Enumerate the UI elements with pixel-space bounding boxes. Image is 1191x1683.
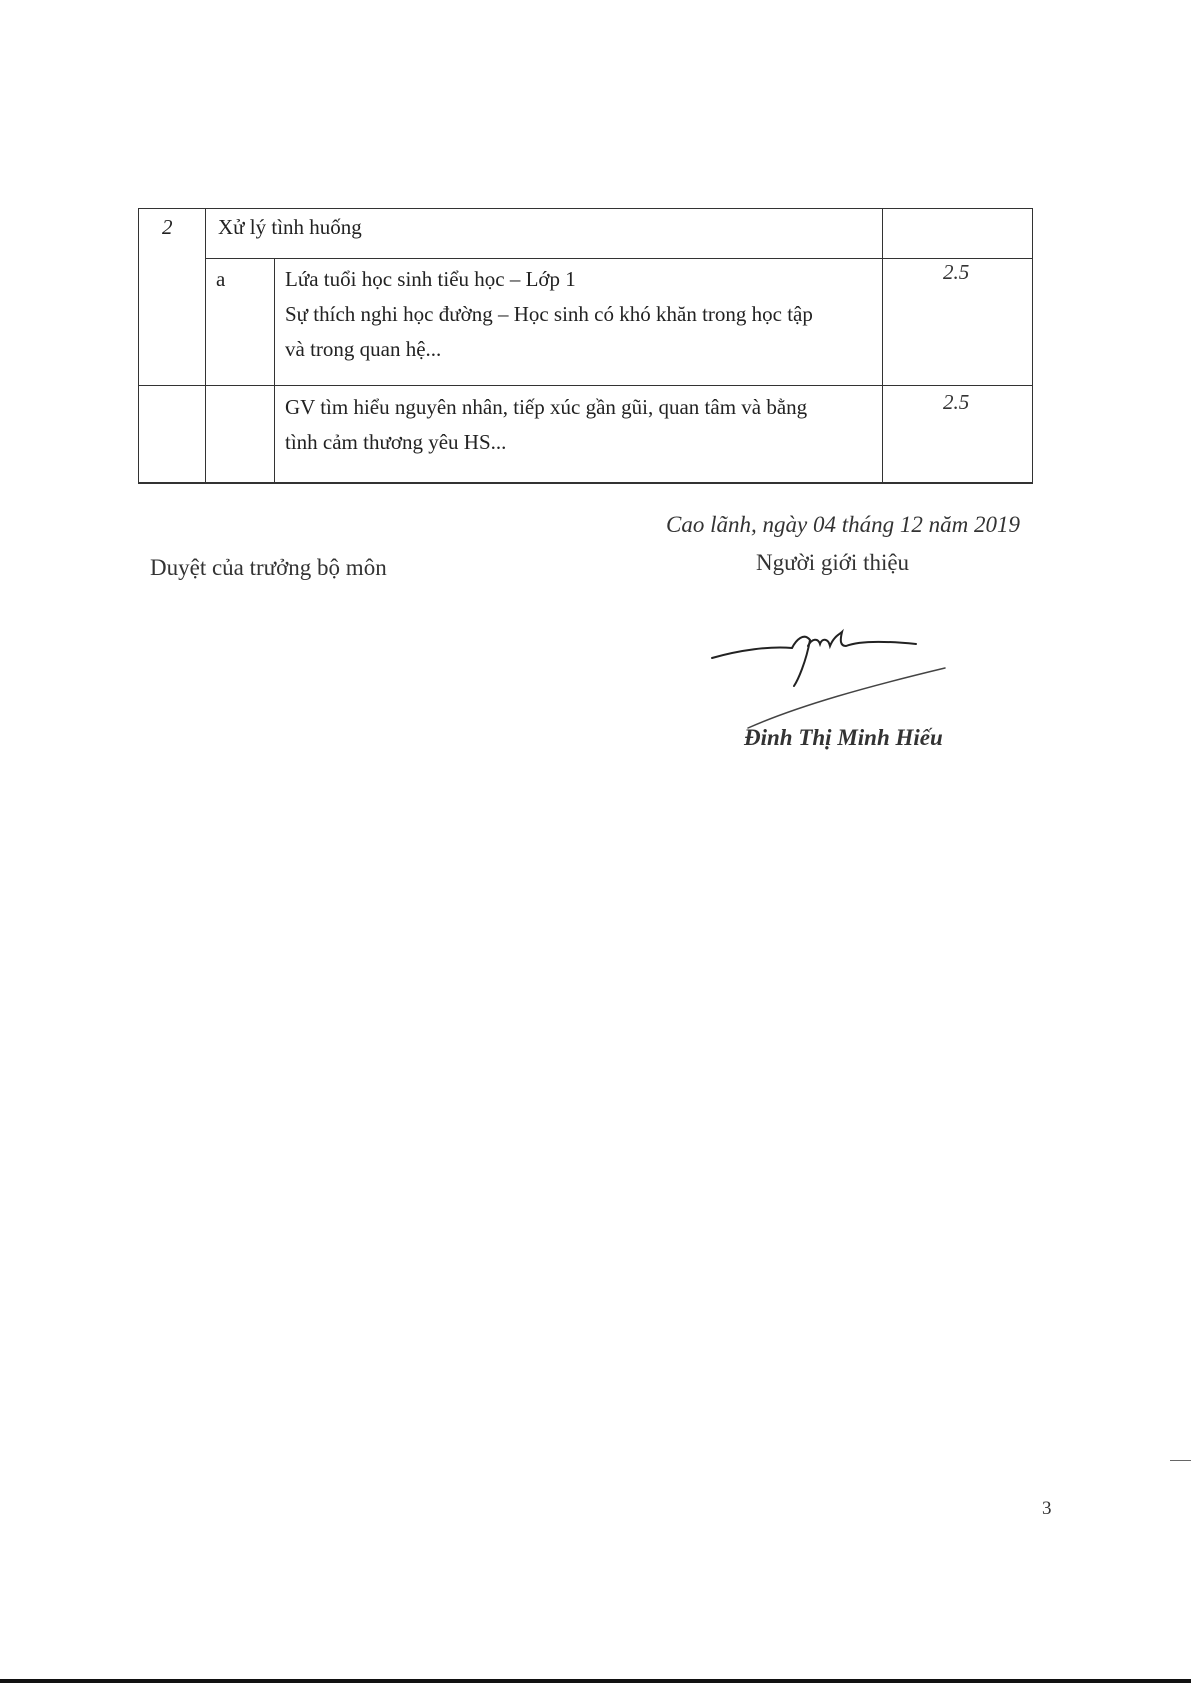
section-title: Xử lý tình huống	[218, 215, 362, 239]
content-line: tình cảm thương yêu HS...	[285, 430, 507, 454]
introducer-label: Người giới thiệu	[756, 550, 910, 575]
content-line: Lứa tuổi học sinh tiểu học – Lớp 1	[285, 267, 576, 291]
content-line: và trong quan hệ...	[285, 337, 442, 361]
place-date: Cao lãnh, ngày 04 tháng 12 năm 2019	[666, 512, 1020, 537]
approval-label: Duyệt của trưởng bộ môn	[150, 555, 387, 580]
page-number: 3	[1042, 1498, 1052, 1519]
scan-mark	[1170, 1460, 1191, 1461]
score-value: 2.5	[943, 260, 970, 284]
row-index: 2	[162, 215, 173, 239]
bottom-edge	[0, 1679, 1191, 1683]
sub-index: a	[216, 267, 226, 291]
content-line: Sự thích nghi học đường – Học sinh có khó khăn trong học tập	[285, 302, 813, 326]
signer-name: Đinh Thị Minh Hiếu	[744, 725, 943, 750]
grading-table	[138, 208, 1033, 484]
score-value: 2.5	[943, 390, 970, 414]
content-line: GV tìm hiểu nguyên nhân, tiếp xúc gần gũi, quan tâm và bằng	[285, 395, 808, 419]
